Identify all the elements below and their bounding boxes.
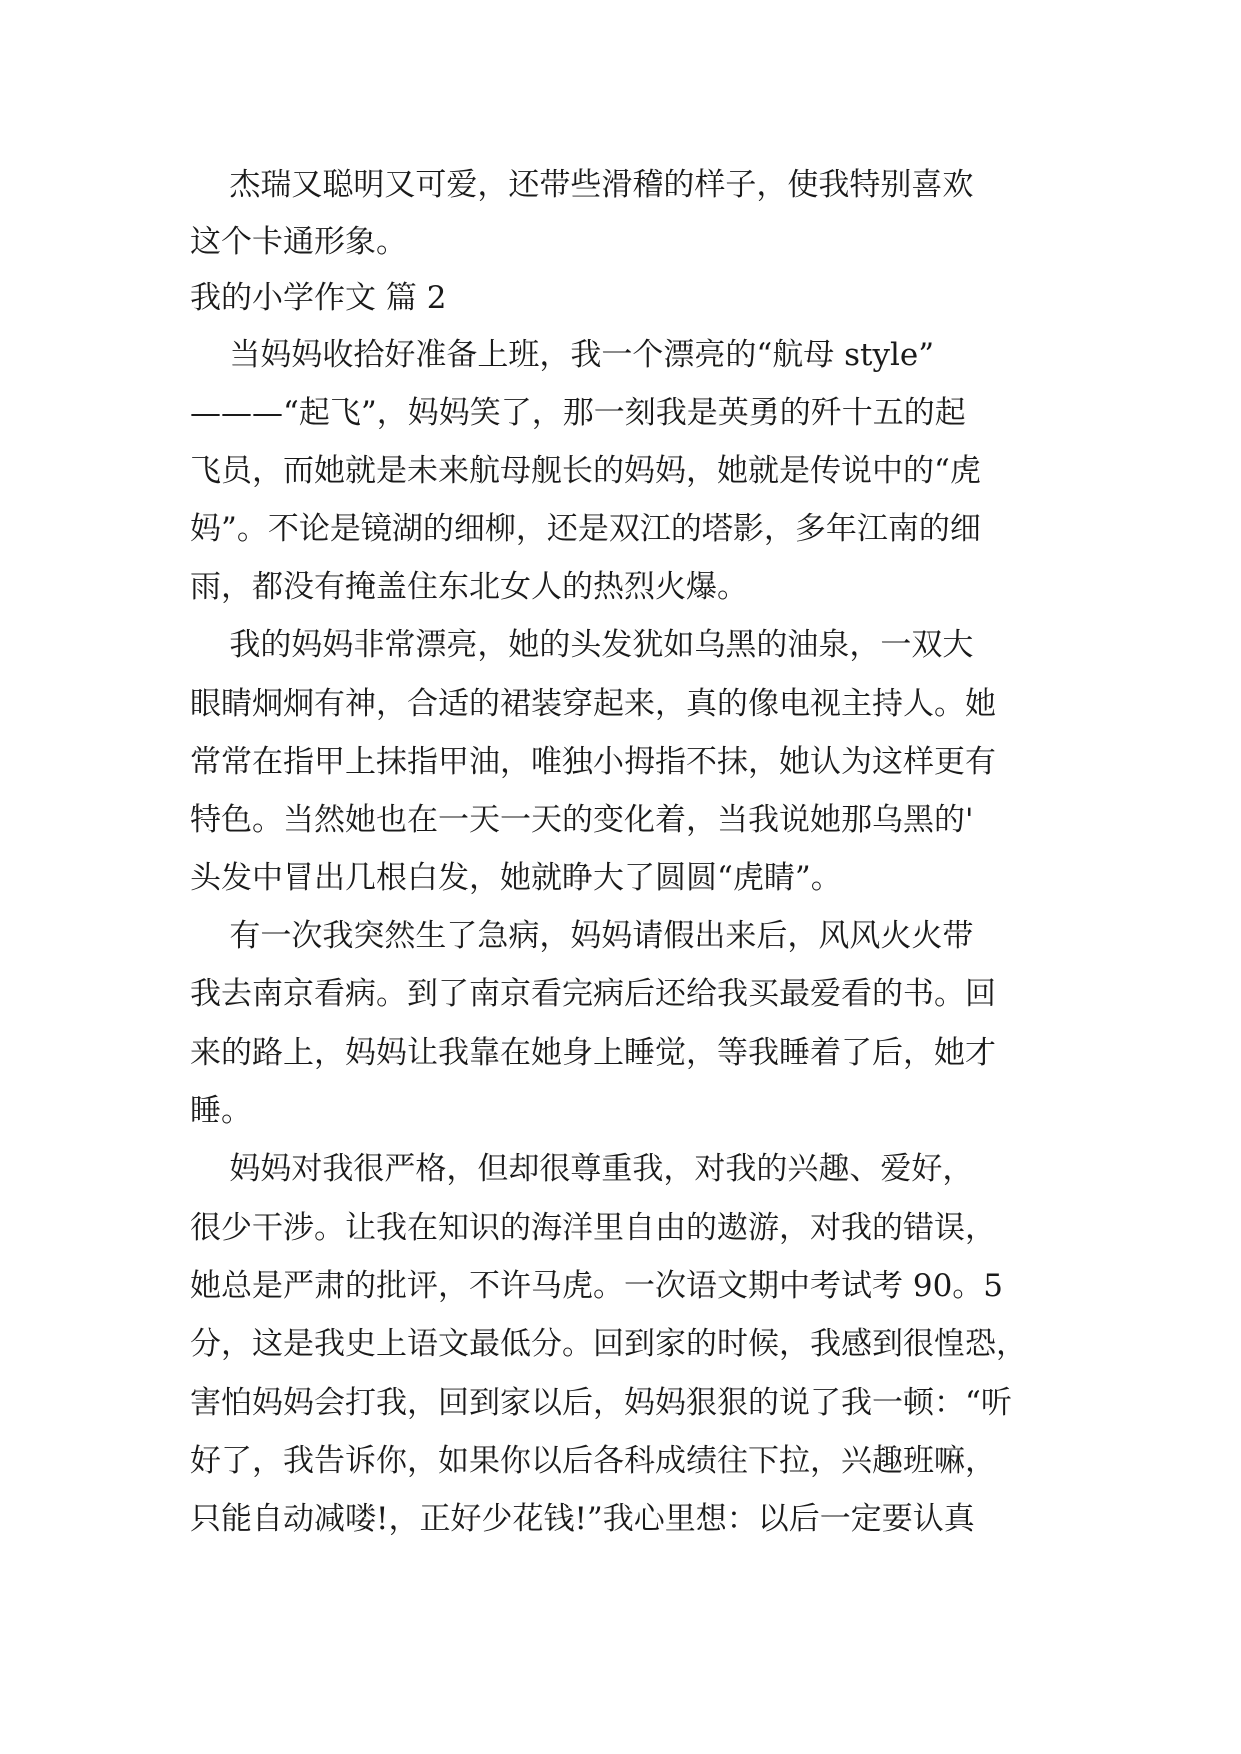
text-line: 这个卡通形象。 [190, 224, 407, 260]
text-line: 眼睛炯炯有神，合适的裙装穿起来，真的像电视主持人。她 [190, 686, 996, 722]
text-line: ———“起飞”，妈妈笑了，那一刻我是英勇的歼十五的起 [190, 395, 966, 431]
text-line: 很少干涉。让我在知识的海洋里自由的遨游，对我的错误， [190, 1210, 996, 1246]
section-heading: 我的小学作文 篇 2 [190, 280, 447, 316]
text-line: 我的妈妈非常漂亮，她的头发犹如乌黑的油泉，一双大 [190, 627, 974, 663]
text-line: 飞员，而她就是未来航母舰长的妈妈，她就是传说中的“虎 [190, 453, 981, 489]
text-line: 只能自动减喽!，正好少花钱!”我心里想：以后一定要认真 [190, 1501, 975, 1537]
text-line: 杰瑞又聪明又可爱，还带些滑稽的样子，使我特别喜欢 [190, 167, 974, 203]
text-line: 害怕妈妈会打我，回到家以后，妈妈狠狠的说了我一顿：“听 [190, 1385, 1012, 1421]
text-line: 雨，都没有掩盖住东北女人的热烈火爆。 [190, 569, 748, 605]
text-line: 好了，我告诉你，如果你以后各科成绩往下拉，兴趣班嘛， [190, 1443, 996, 1479]
text-line: 分，这是我史上语文最低分。回到家的时候，我感到很惶恐， [190, 1326, 1027, 1362]
text-line: 妈”。不论是镜湖的细柳，还是双江的塔影，多年江南的细 [190, 511, 981, 547]
text-line: 头发中冒出几根白发，她就睁大了圆圆“虎睛”。 [190, 860, 842, 896]
text-line: 我去南京看病。到了南京看完病后还给我买最爱看的书。回 [190, 976, 996, 1012]
text-line: 常常在指甲上抹指甲油，唯独小拇指不抹，她认为这样更有 [190, 744, 996, 780]
text-line: 她总是严肃的批评，不许马虎。一次语文期中考试考 90。5 [190, 1268, 1004, 1304]
text-line: 特色。当然她也在一天一天的变化着，当我说她那乌黑的' [190, 802, 974, 838]
text-line: 来的路上，妈妈让我靠在她身上睡觉，等我睡着了后，她才 [190, 1035, 996, 1071]
text-line: 睡。 [190, 1093, 252, 1129]
text-line: 当妈妈收拾好准备上班，我一个漂亮的“航母 style” [190, 337, 935, 373]
text-line: 妈妈对我很严格，但却很尊重我，对我的兴趣、爱好， [190, 1151, 974, 1187]
text-line: 有一次我突然生了急病，妈妈请假出来后，风风火火带 [190, 918, 974, 954]
